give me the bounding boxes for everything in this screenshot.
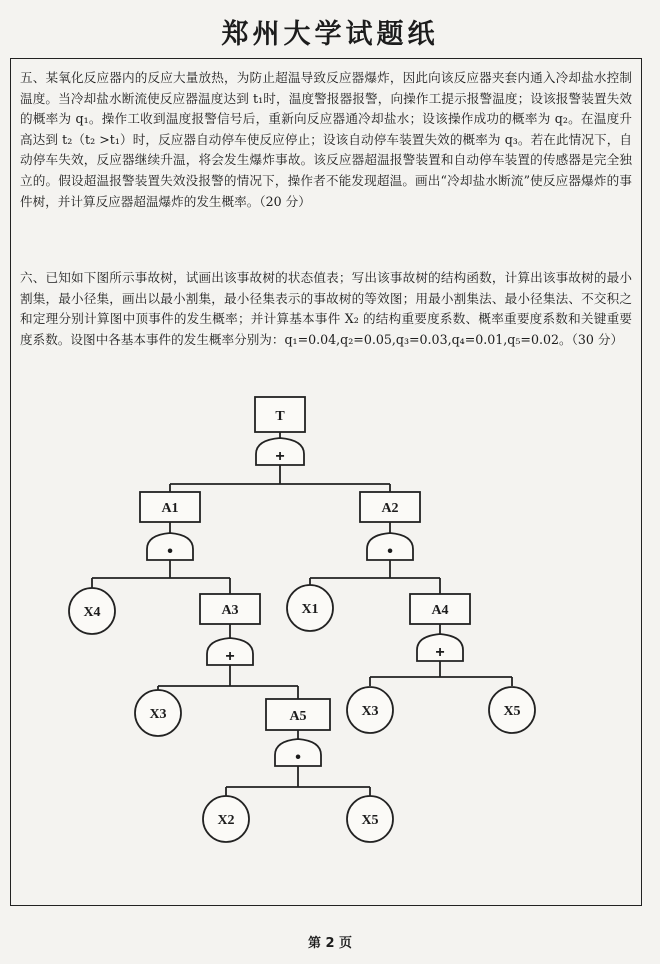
event-label-a3: A3 — [221, 603, 239, 618]
event-label-a5: A5 — [289, 709, 307, 724]
basic-event-label-x5: X5 — [361, 813, 379, 828]
and-gate-symbol: • — [295, 749, 301, 766]
basic-event-label-x3: X3 — [149, 707, 167, 722]
basic-event-label-x5: X5 — [503, 704, 521, 719]
top-event-label: T — [275, 409, 285, 424]
basic-event-label-x4: X4 — [83, 605, 101, 620]
basic-event-label-x1: X1 — [301, 602, 319, 617]
event-label-a4: A4 — [431, 603, 449, 618]
and-gate-symbol: • — [387, 543, 393, 560]
event-label-a2: A2 — [381, 501, 399, 516]
question-6-text: 六、已知如下图所示事故树，试画出该事故树的状态值表；写出该事故树的结构函数，计算出该事故树的最小割集，最小径集，画出以最小割集，最小径集表示的事故树的等效图；用最小割集法、最小径集法、不交积之和定理分别计算图中顶事件的发生概率；并计算基本事件 X₂ 的结构重要度系数、概率重要度系数和关键重要度系数。设图中各基本事件的发生概率分别为：q₁=0.04,q₂=0.05,q₃=0.03,q₄=0.01,q₅=0.02。（30 分） — [20, 270, 632, 347]
event-label-a1: A1 — [161, 501, 179, 516]
page-number: 第 2 页 — [307, 936, 353, 951]
or-gate-symbol: + — [435, 644, 445, 661]
and-gate-symbol: • — [167, 543, 173, 560]
basic-event-label-x3: X3 — [361, 704, 379, 719]
basic-event-label-x2: X2 — [217, 813, 235, 828]
question-5-text: 五、某氧化反应器内的反应大量放热，为防止超温导致反应器爆炸，因此向该反应器夹套内通入冷却盐水控制温度。当冷却盐水断流使反应器温度达到 t₁时，温度警报器报警，向操作工提示报警温度；设该报警装置失效的概率为 q₁。操作工收到温度报警信号后，重新向反应器通冷却盐水；设该操作成功的概率为 q₂。在温度升高达到 t₂（t₂ >t₁）时，反应器自动停车使反应停止；设该自动停车装置失效的概率为 q₃。若在此情况下，自动停车失效，反应器继续升温，将会发生爆炸事故。该反应器超温报警装置和自动停车装置的传感器是完全独立的。假设超温报警装置失效没报警的情况下，操作者不能发现超温。画出“冷却盐水断流”使反应器爆炸的事件树，并计算反应器超温爆炸的发生概率。（20 分） — [20, 70, 632, 209]
or-gate-symbol: + — [275, 448, 285, 465]
exam-paper-title: 郑州大学试题纸 — [221, 19, 439, 50]
or-gate-symbol: + — [225, 648, 235, 665]
